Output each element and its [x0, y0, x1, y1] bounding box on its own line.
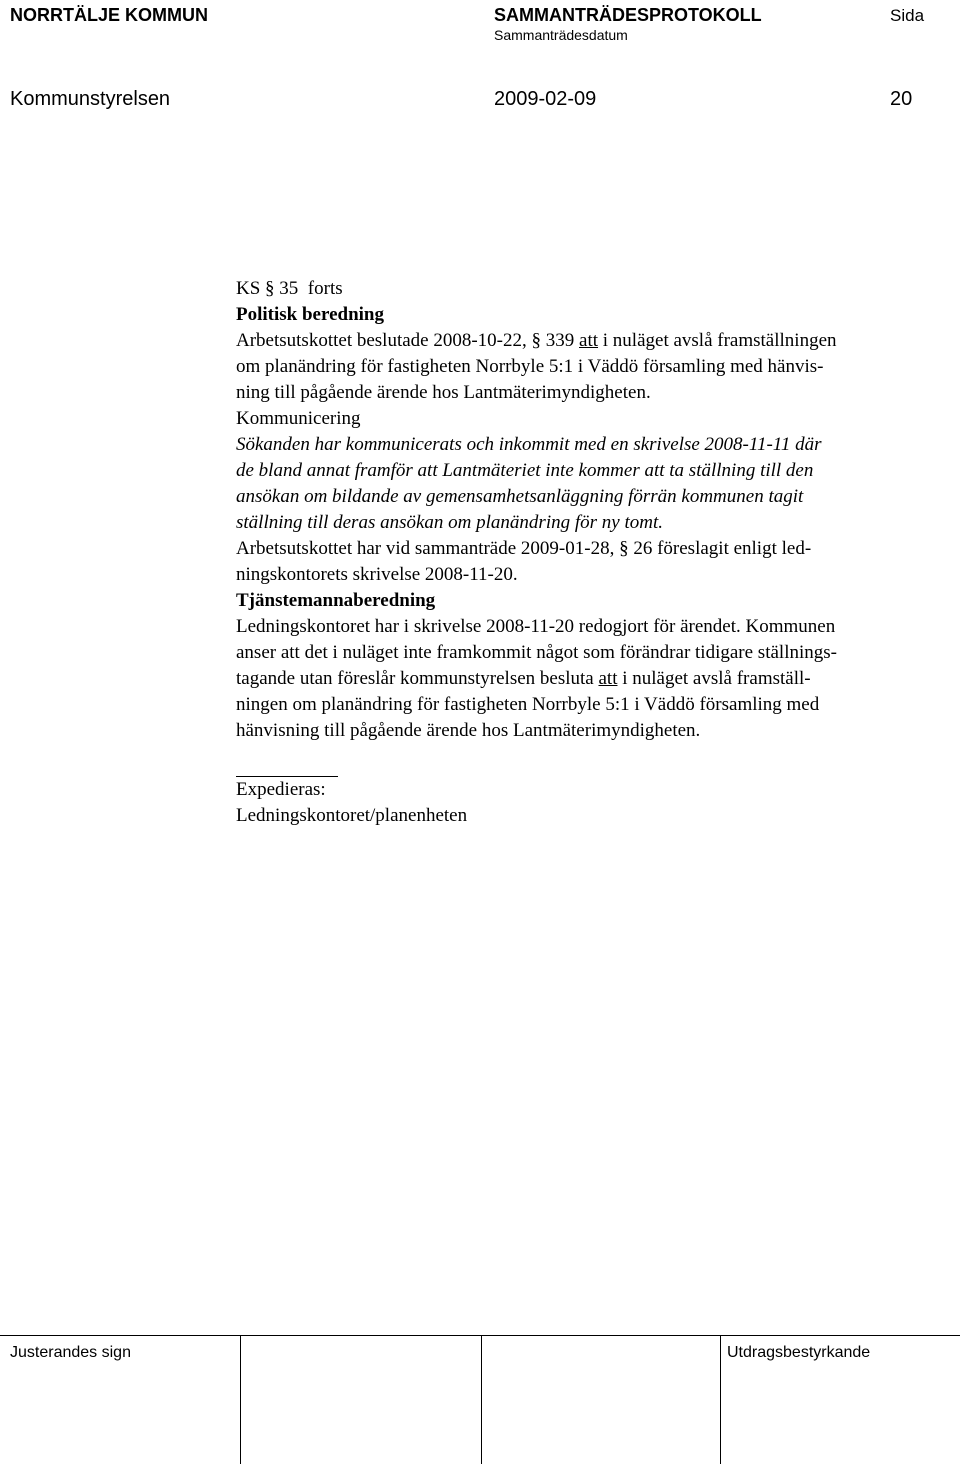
- footer-cell-2: [241, 1336, 482, 1464]
- paragraph-communication: Sökanden har kommunicerats och inkommit med en skrivelse 2008-11-11 där de bland annat framför att Lantmäteriet inte kommer att ta ställning till den ansökan om bildande av gemensamhetsanläggning förrän kommunen tagit ställning till deras ansökan om planändring för ny tomt.: [236, 434, 822, 533]
- section-symbol: §: [619, 538, 629, 559]
- utdragsbestyrkande-label: Utdragsbestyrkande: [727, 1344, 871, 1361]
- case-reference: [236, 276, 926, 302]
- justerandes-sign-label: Justerandes sign: [10, 1344, 131, 1361]
- case-number: 35: [279, 278, 299, 299]
- paragraph-committee-proposal: Arbetsutskottet har vid sammanträde 2009-01-28, § 26 föreslagit enligt led- ningskontorets skrivelse 2008-11-20.: [236, 538, 812, 585]
- page-number: 20: [890, 88, 913, 110]
- footer-cell-3: [482, 1336, 721, 1464]
- heading-official: Tjänstemannaberedning: [236, 590, 436, 611]
- case-suffix: forts: [307, 278, 343, 299]
- meeting-date: 2009-02-09: [494, 88, 597, 110]
- signature-footer: [0, 1335, 960, 1464]
- page-label: Sida: [890, 6, 925, 25]
- recipient: Ledningskontoret/planenheten: [236, 805, 468, 826]
- paragraph-official: Ledningskontoret har i skrivelse 2008-11-20 redogjort för ärendet. Kommunen anser att det i nuläget inte framkommit något som förändrar tidigare ställnings- tagande utan föreslår kommunstyrelsen besluta att i nuläget avslå framställ- ningen om planändring för fastigheten Norrbyle 5:1 i Väddö församling med hänvisning till pågående ärende hos Lantmäterimyndigheten.: [236, 616, 837, 741]
- section-symbol: §: [265, 278, 275, 299]
- att-underlined: att: [598, 668, 618, 689]
- heading-communication: Kommunicering: [236, 408, 361, 429]
- paragraph-decision: Arbetsutskottet beslutade 2008-10-22, § 339 att i nuläget avslå framställningen om planändring för fastigheten Norrbyle 5:1 i Väddö församling med hänvis- ning till pågående ärende hos Lantmäterimyndigheten.: [236, 330, 837, 403]
- att-underlined: att: [579, 330, 599, 351]
- protocol-body: [236, 276, 926, 829]
- meeting-date-label: Sammanträdesdatum: [494, 27, 628, 43]
- board-name: Kommunstyrelsen: [10, 88, 171, 110]
- case-prefix: KS: [236, 278, 261, 299]
- section-symbol: §: [531, 330, 542, 351]
- expedieras-label: Expedieras:: [236, 779, 326, 800]
- document-type: SAMMANTRÄDESPROTOKOLL: [494, 5, 762, 25]
- municipality-name: NORRTÄLJE KOMMUN: [10, 5, 208, 25]
- heading-political: Politisk beredning: [236, 304, 384, 325]
